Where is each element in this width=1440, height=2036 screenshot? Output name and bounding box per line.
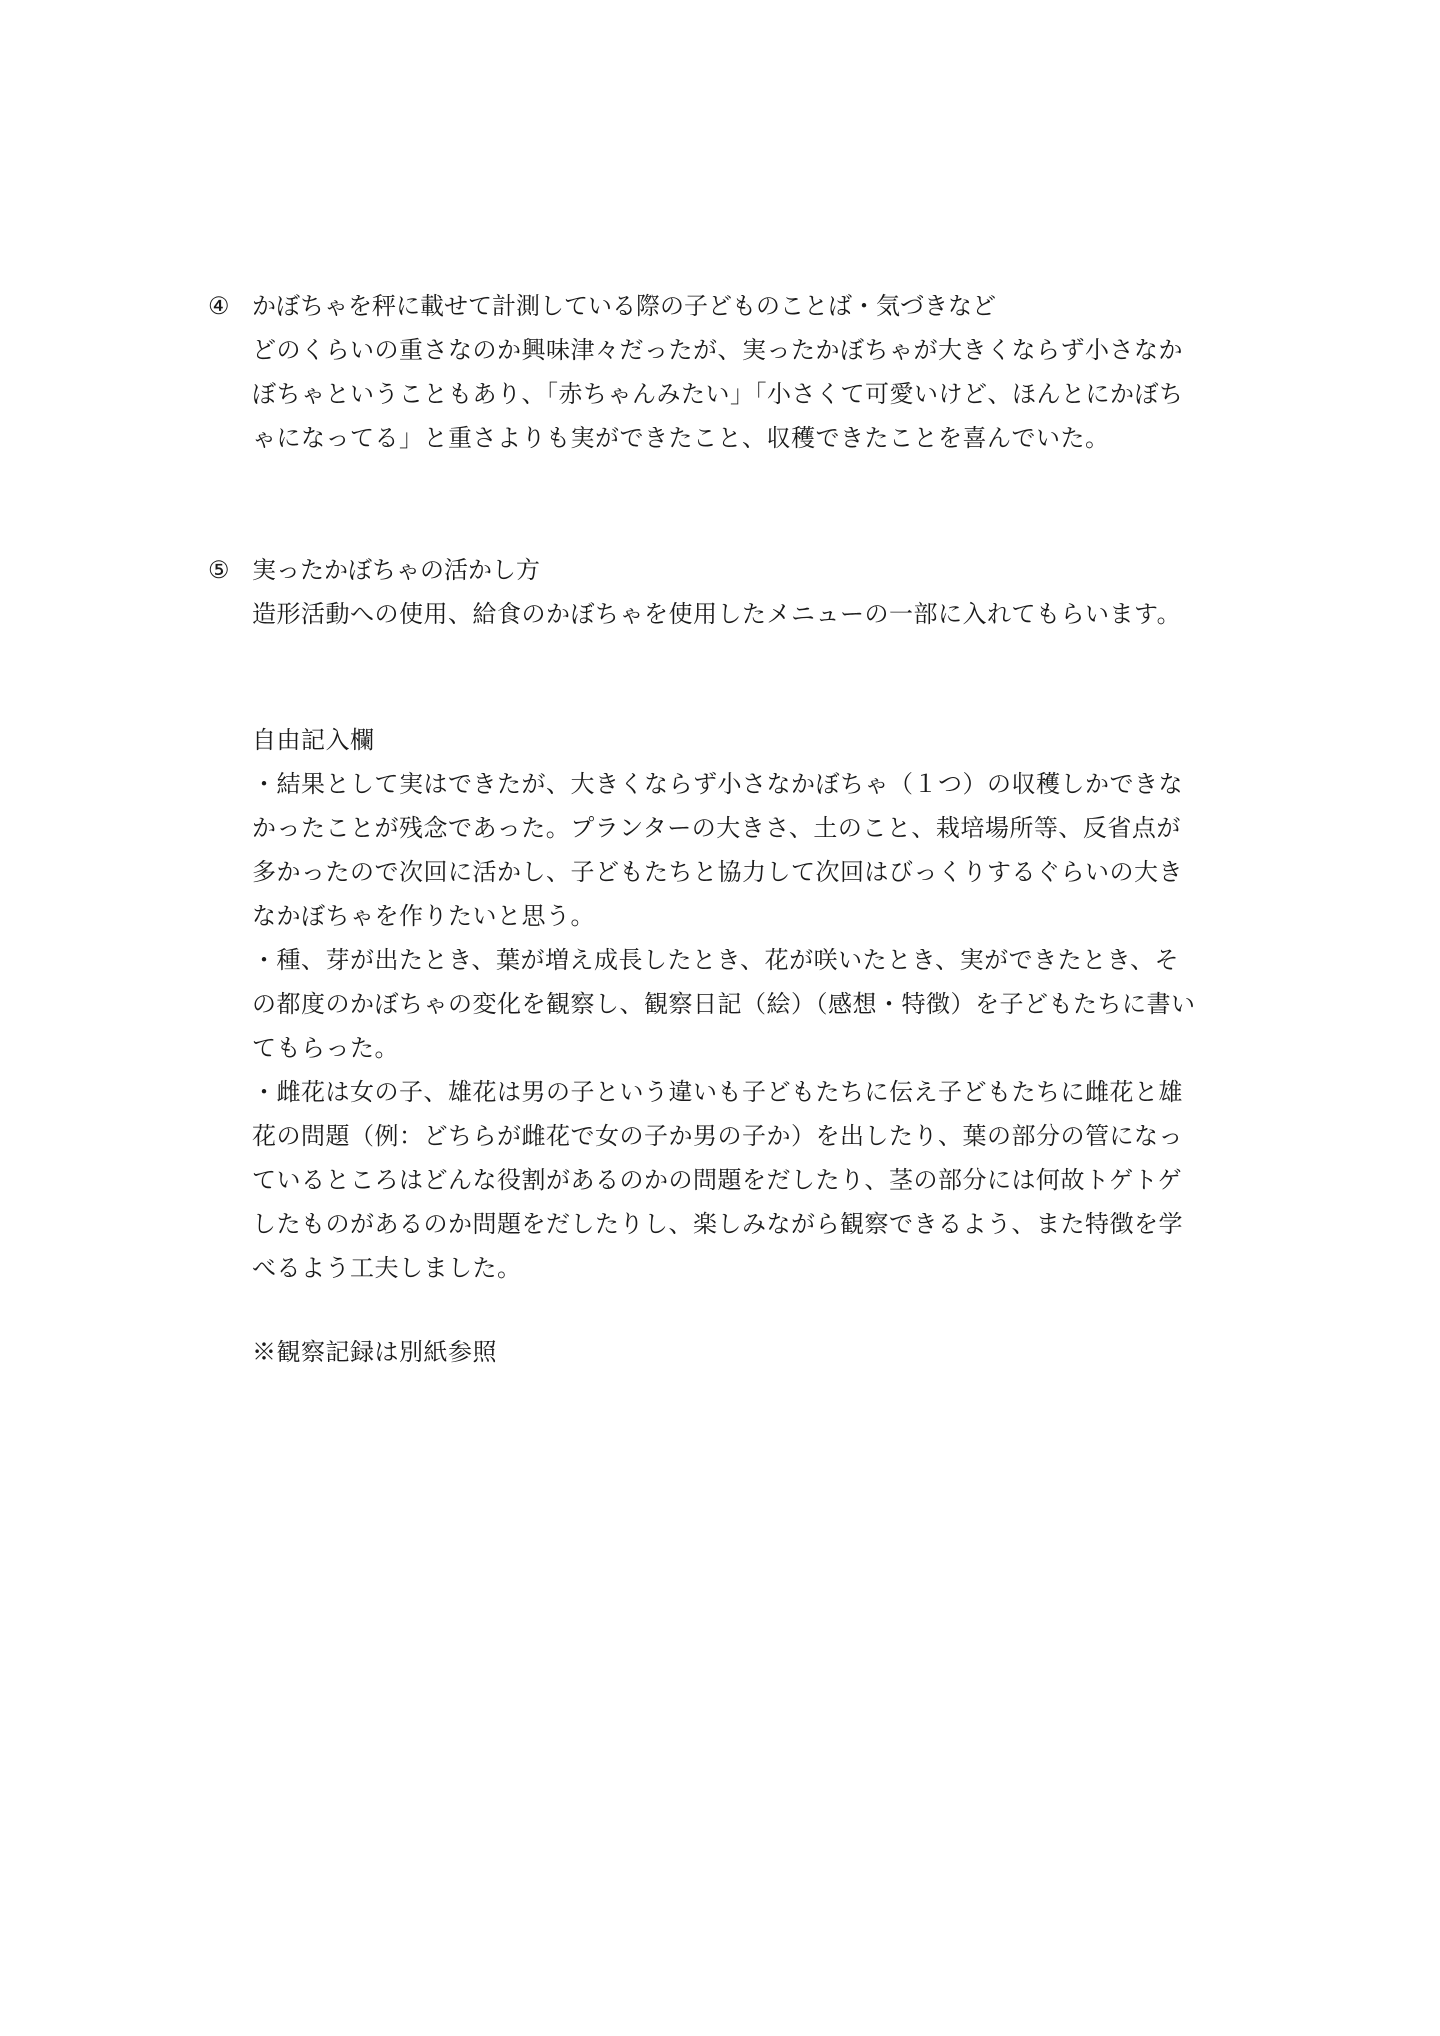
free-entry-line: の都度のかぼちゃの変化を観察し、観察日記（絵）（感想・特徴）を子どもたちに書い	[252, 990, 1196, 1018]
free-entry-line: ているところはどんな役割があるのかの問題をだしたり、茎の部分には何故トゲトゲ	[252, 1166, 1183, 1194]
section-5-heading-row	[208, 548, 1248, 592]
section-4-heading: かぼちゃを秤に載せて計測している際の子どものことば・気づきなど	[252, 292, 996, 320]
free-entry-body	[252, 762, 1248, 1290]
section-4	[208, 284, 1248, 460]
section-5-heading: 実ったかぼちゃの活かし方	[252, 556, 540, 584]
free-entry-line: 花の問題（例：どちらが雌花で女の子か男の子か）を出したり、葉の部分の管になっ	[252, 1122, 1183, 1150]
section-4-body	[252, 328, 1248, 460]
free-entry-line: べるよう工夫しました。	[252, 1254, 522, 1282]
section-4-number: ④	[208, 292, 230, 320]
free-entry-section	[208, 718, 1248, 1290]
reference-note: ※観察記録は別紙参照	[252, 1338, 497, 1366]
free-entry-line: 多かったので次回に活かし、子どもたちと協力して次回はびっくりするぐらいの大き	[252, 858, 1183, 886]
section-4-line: ぼちゃということもあり、「赤ちゃんみたい」「小さくて可愛いけど、ほんとにかぼち	[252, 380, 1184, 408]
free-entry-line: ・結果として実はできたが、大きくならず小さなかぼちゃ（１つ）の収穫しかできな	[252, 770, 1183, 798]
free-entry-line: したものがあるのか問題をだしたりし、楽しみながら観察できるよう、また特徴を学	[252, 1210, 1183, 1238]
free-entry-title: 自由記入欄	[252, 726, 375, 754]
section-4-line: ゃになってる」と重さよりも実ができたこと、収穫できたことを喜んでいた。	[252, 424, 1110, 452]
section-4-line: どのくらいの重さなのか興味津々だったが、実ったかぼちゃが大きくならず小さなか	[252, 336, 1183, 364]
free-entry-line: なかぼちゃを作りたいと思う。	[252, 902, 595, 930]
free-entry-line: ・雌花は女の子、雄花は男の子という違いも子どもたちに伝え子どもたちに雌花と雄	[252, 1078, 1183, 1106]
reference-note-section	[208, 1330, 1248, 1374]
free-entry-line: ・種、芽が出たとき、葉が増え成長したとき、花が咲いたとき、実ができたとき、そ	[252, 946, 1180, 974]
section-4-heading-row	[208, 284, 1248, 328]
section-5-line: 造形活動への使用、給食のかぼちゃを使用したメニューの一部に入れてもらいます。	[252, 600, 1182, 628]
section-5	[208, 548, 1248, 636]
section-5-body	[252, 592, 1248, 636]
section-5-number: ⑤	[208, 556, 230, 584]
free-entry-line: てもらった。	[252, 1034, 399, 1062]
free-entry-line: かったことが残念であった。プランターの大きさ、土のこと、栽培場所等、反省点が	[252, 814, 1181, 842]
